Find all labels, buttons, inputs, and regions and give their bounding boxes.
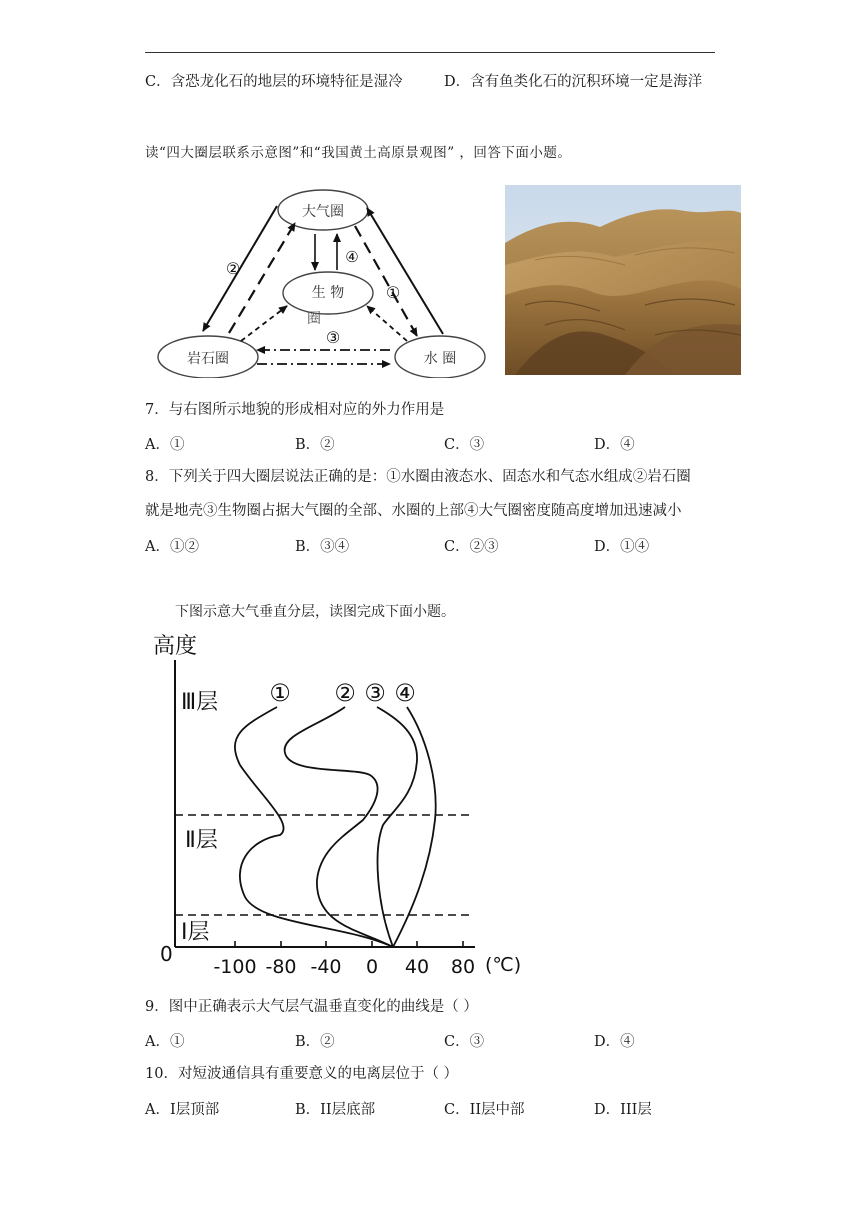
biosphere-label-2: 圈 xyxy=(307,311,321,327)
q7-option-b[interactable]: B．② xyxy=(295,437,335,453)
curve-1[interactable] xyxy=(235,707,393,947)
prev-option-d: D．含有鱼类化石的沉积环境一定是海洋 xyxy=(444,74,703,90)
arrow-hydro-to-bio xyxy=(367,306,407,341)
layer-2-label: Ⅱ层 xyxy=(185,828,218,853)
q9-option-a[interactable]: A．① xyxy=(145,1034,185,1050)
loess-plateau-photo xyxy=(505,185,741,375)
y-axis-label: 高度 xyxy=(153,634,198,659)
x-tick-label: -80 xyxy=(265,956,297,978)
q7-option-a[interactable]: A．① xyxy=(145,437,185,453)
origin-label: 0 xyxy=(160,942,173,966)
q8-stem-line1: 8．下列关于四大圈层说法正确的是：①水圈由液态水、固态水和气态水组成②岩石圈 xyxy=(145,469,691,485)
q8-option-c[interactable]: C．②③ xyxy=(444,539,499,555)
arrow-litho-to-atmo xyxy=(229,223,295,333)
intro-atmosphere-layers: 下图示意大气垂直分层，读图完成下面小题。 xyxy=(175,604,455,620)
arrow-litho-to-bio xyxy=(241,306,287,341)
curve-2[interactable] xyxy=(285,707,393,947)
label-3: ③ xyxy=(325,328,341,347)
label-2: ② xyxy=(225,259,241,278)
x-axis-unit-label: (℃) xyxy=(485,954,522,976)
series-label-3: ③ xyxy=(364,679,386,707)
series-label-2: ② xyxy=(334,679,356,707)
series-label-4: ④ xyxy=(394,679,416,707)
intro-four-spheres: 读“四大圈层联系示意图”和“我国黄土高原景观图” ，回答下面小题。 xyxy=(145,145,572,161)
label-4: ④ xyxy=(345,248,359,266)
q10-stem: 10．对短波通信具有重要意义的电离层位于（ ） xyxy=(145,1066,459,1082)
label-1: ① xyxy=(385,283,401,302)
hydrosphere-label: 水 圈 xyxy=(423,351,457,367)
q8-option-b[interactable]: B．③④ xyxy=(295,539,350,555)
layer-3-label: Ⅲ层 xyxy=(181,690,219,715)
prev-option-c: C．含恐龙化石的地层的环境特征是湿冷 xyxy=(145,74,403,90)
layer-1-label: Ⅰ层 xyxy=(181,920,210,945)
q7-option-c[interactable]: C．③ xyxy=(444,437,485,453)
q10-option-a[interactable]: A．I层顶部 xyxy=(145,1102,220,1118)
q9-option-d[interactable]: D．④ xyxy=(594,1034,635,1050)
q7-stem: 7．与右图所示地貌的形成相对应的外力作用是 xyxy=(145,402,445,418)
header-rule xyxy=(145,52,715,53)
lithosphere-label: 岩石圈 xyxy=(187,351,229,367)
atmosphere-layers-chart xyxy=(145,625,530,980)
q9-option-b[interactable]: B．② xyxy=(295,1034,335,1050)
x-tick-label: 80 xyxy=(450,956,476,978)
q9-option-c[interactable]: C．③ xyxy=(444,1034,485,1050)
four-spheres-diagram xyxy=(145,178,500,378)
q8-option-a[interactable]: A．①② xyxy=(145,539,199,555)
biosphere-label-1: 生 物 xyxy=(311,285,345,301)
q8-option-d[interactable]: D．①④ xyxy=(594,539,650,555)
x-tick-label: -100 xyxy=(213,956,257,978)
x-tick-label: 0 xyxy=(365,956,379,978)
q7-option-d[interactable]: D．④ xyxy=(594,437,635,453)
atmosphere-label: 大气圈 xyxy=(302,204,344,220)
q9-stem: 9．图中正确表示大气层气温垂直变化的曲线是（ ） xyxy=(145,999,478,1015)
x-tick-label: 40 xyxy=(404,956,430,978)
q10-option-c[interactable]: C．II层中部 xyxy=(444,1102,525,1118)
q10-option-b[interactable]: B．II层底部 xyxy=(295,1102,376,1118)
x-tick-label: -40 xyxy=(310,956,342,978)
q10-option-d[interactable]: D．III层 xyxy=(594,1102,652,1118)
q8-stem-line2: 就是地壳③生物圈占据大气圈的全部、水圈的上部④大气圈密度随高度增加迅速减小 xyxy=(145,503,682,519)
series-label-1: ① xyxy=(269,679,291,707)
